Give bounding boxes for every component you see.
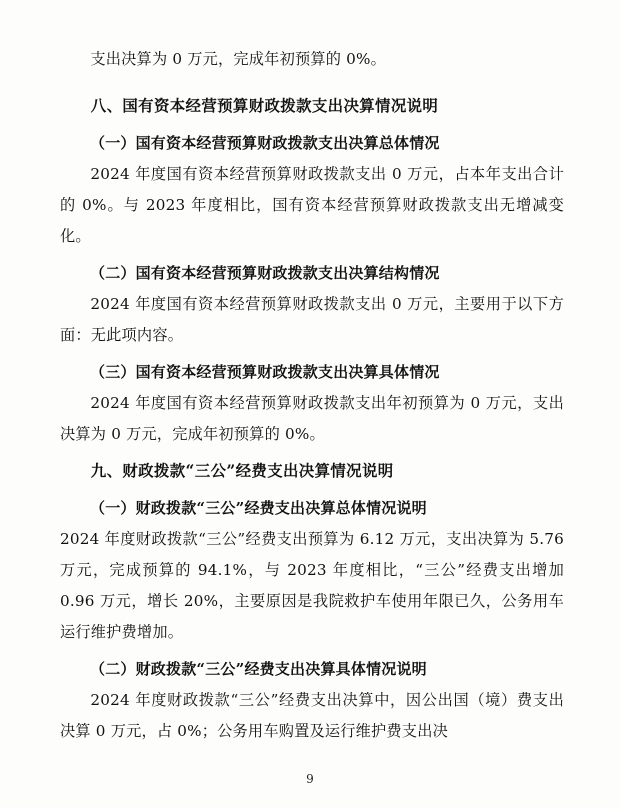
section-heading-eight: 八、国有资本经营预算财政拨款支出决算情况说明 bbox=[90, 97, 439, 115]
paragraph-eight-two-body: 2024 年度国有资本经营预算财政拨款支出 0 万元，主要用于以下方面：无此项内容。 bbox=[60, 295, 564, 344]
paragraph-continuation: 支出决算为 0 万元，完成年初预算的 0%。 bbox=[90, 50, 387, 68]
section-heading-nine: 九、财政拨款“三公”经费支出决算情况说明 bbox=[90, 462, 394, 480]
subsection-heading-eight-three: （三）国有资本经营预算财政拨款支出决算具体情况 bbox=[90, 363, 440, 381]
paragraph-eight-three-body: 2024 年度国有资本经营预算财政拨款支出年初预算为 0 万元，支出决算为 0 万元，完成年初预算的 0%。 bbox=[60, 394, 564, 443]
document-body bbox=[60, 44, 564, 747]
page-number: 9 bbox=[306, 772, 314, 786]
subsection-heading-eight-one: （一）国有资本经营预算财政拨款支出决算总体情况 bbox=[90, 134, 440, 152]
paragraph-eight-one-body: 2024 年度国有资本经营预算财政拨款支出 0 万元，占本年支出合计的 0%。与 2023 年度相比，国有资本经营预算财政拨款支出无增减变化。 bbox=[60, 165, 564, 245]
subsection-heading-nine-one: （一）财政拨款“三公”经费支出决算总体情况说明 bbox=[90, 499, 427, 517]
paragraph-nine-one-body: 2024 年度财政拨款“三公”经费支出预算为 6.12 万元，支出决算为 5.76 万元，完成预算的 94.1%，与 2023 年度相比，“三公”经费支出增加 0.96 万元，增长 20%，主要原因是我院救护车使用年限已久，公务用车运行维护费增加。 bbox=[60, 530, 564, 641]
paragraph-nine-two-body: 2024 年度财政拨款“三公”经费支出决算中，因公出国（境）费支出决算 0 万元，占 0%；公务用车购置及运行维护费支出决 bbox=[60, 691, 564, 740]
subsection-heading-eight-two: （二）国有资本经营预算财政拨款支出决算结构情况 bbox=[90, 264, 440, 282]
subsection-heading-nine-two: （二）财政拨款“三公”经费支出决算具体情况说明 bbox=[90, 660, 427, 678]
